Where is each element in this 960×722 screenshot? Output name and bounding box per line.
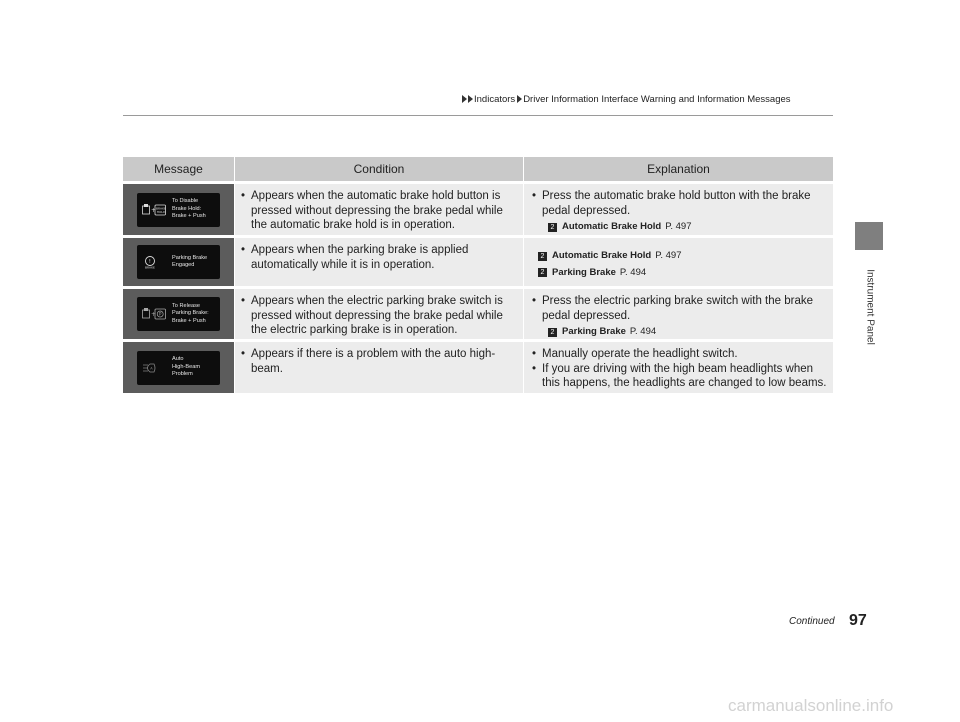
continued-label: Continued bbox=[789, 616, 835, 627]
arrow-icon bbox=[462, 95, 467, 103]
table-header bbox=[123, 157, 833, 181]
explanation-cell: • Press the automatic brake hold button with the brake pedal depressed. 2 Automatic Brake Hold P. 497 bbox=[523, 184, 833, 235]
explanation-cell: • Manually operate the headlight switch. • If you are driving with the high beam headlights when this happens, the headlights are changed to low beams. bbox=[523, 342, 833, 393]
bullet-icon: • bbox=[532, 362, 537, 375]
display-text: To Disable Brake Hold: Brake + Push bbox=[172, 198, 206, 220]
bullet-icon: • bbox=[241, 348, 246, 360]
svg-text:+: + bbox=[151, 206, 157, 214]
message-cell bbox=[123, 342, 234, 393]
message-cell bbox=[123, 289, 234, 339]
brake-warning-icon bbox=[142, 255, 166, 269]
reference-arrow-icon: 2 bbox=[548, 328, 557, 337]
bullet-icon: • bbox=[241, 244, 246, 256]
cross-reference-link[interactable]: 2 Automatic Brake Hold P. 497 bbox=[542, 220, 811, 235]
arrow-icon bbox=[517, 95, 522, 103]
condition-cell: • Appears when the electric parking brake switch is pressed without depressing the brake pedal while the electric parking brake is in operation. bbox=[234, 289, 523, 339]
svg-text:P: P bbox=[159, 311, 162, 317]
display-text: Auto High-Beam Problem bbox=[172, 356, 200, 378]
header-condition: Condition bbox=[234, 157, 523, 181]
cross-reference-link[interactable]: 2 Automatic Brake Hold P. 497 bbox=[532, 249, 827, 264]
svg-text:BRAKE: BRAKE bbox=[145, 265, 155, 269]
header-message: Message bbox=[154, 162, 203, 176]
explanation-cell: • Press the electric parking brake switch with the brake pedal depressed. 2 Parking Brake P. 494 bbox=[523, 289, 833, 339]
brake-hold-button-icon bbox=[142, 203, 166, 217]
watermark: carmanualsonline.info bbox=[728, 696, 894, 715]
section-tab-label: Instrument Panel bbox=[864, 269, 876, 345]
svg-text:!: ! bbox=[148, 259, 152, 265]
bullet-icon: • bbox=[532, 348, 537, 360]
page-number: 97 bbox=[849, 612, 867, 629]
bullet-icon: • bbox=[241, 190, 246, 202]
message-display bbox=[137, 351, 220, 385]
section-tab-marker bbox=[855, 222, 883, 250]
bullet-icon: • bbox=[241, 295, 246, 307]
cross-reference-link[interactable]: 2 Parking Brake P. 494 bbox=[532, 266, 827, 281]
table-row bbox=[123, 286, 833, 339]
condition-cell: • Appears if there is a problem with the auto high- beam. bbox=[234, 342, 523, 393]
header-explanation: Explanation bbox=[523, 157, 833, 181]
reference-arrow-icon: 2 bbox=[548, 223, 557, 232]
cross-reference-link[interactable]: 2 Parking Brake P. 494 bbox=[542, 325, 813, 340]
arrow-icon bbox=[468, 95, 473, 103]
message-cell bbox=[123, 238, 234, 286]
message-display bbox=[137, 193, 220, 227]
breadcrumb-section[interactable]: Indicators bbox=[474, 94, 516, 105]
header-rule bbox=[123, 115, 833, 116]
display-text: Parking Brake Engaged bbox=[172, 254, 208, 268]
svg-text:HOLD: HOLD bbox=[156, 209, 166, 214]
reference-arrow-icon: 2 bbox=[538, 252, 547, 261]
message-display bbox=[137, 245, 220, 279]
auto-high-beam-icon bbox=[142, 361, 166, 375]
reference-arrow-icon: 2 bbox=[538, 268, 547, 277]
breadcrumb bbox=[462, 94, 791, 105]
condition-cell: • Appears when the automatic brake hold button is pressed without depressing the brake pedal while the automatic brake hold is in operation. bbox=[234, 184, 523, 235]
bullet-icon: • bbox=[532, 190, 537, 202]
svg-text:+: + bbox=[151, 311, 157, 318]
breadcrumb-page[interactable]: Driver Information Interface Warning and Information Messages bbox=[523, 94, 791, 105]
messages-table bbox=[123, 157, 833, 393]
table-row bbox=[123, 339, 833, 393]
bullet-icon: • bbox=[532, 295, 537, 307]
parking-brake-switch-icon bbox=[142, 307, 166, 321]
table-row bbox=[123, 235, 833, 286]
message-display bbox=[137, 297, 220, 331]
display-text: To Release Parking Brake: Brake + Push bbox=[172, 302, 209, 324]
svg-text:A: A bbox=[150, 366, 153, 371]
table-row bbox=[123, 181, 833, 235]
condition-cell: • Appears when the parking brake is applied automatically while it is in operation. bbox=[234, 238, 523, 286]
svg-text:BRAKE: BRAKE bbox=[156, 206, 166, 210]
message-cell bbox=[123, 184, 234, 235]
explanation-cell bbox=[523, 238, 833, 286]
